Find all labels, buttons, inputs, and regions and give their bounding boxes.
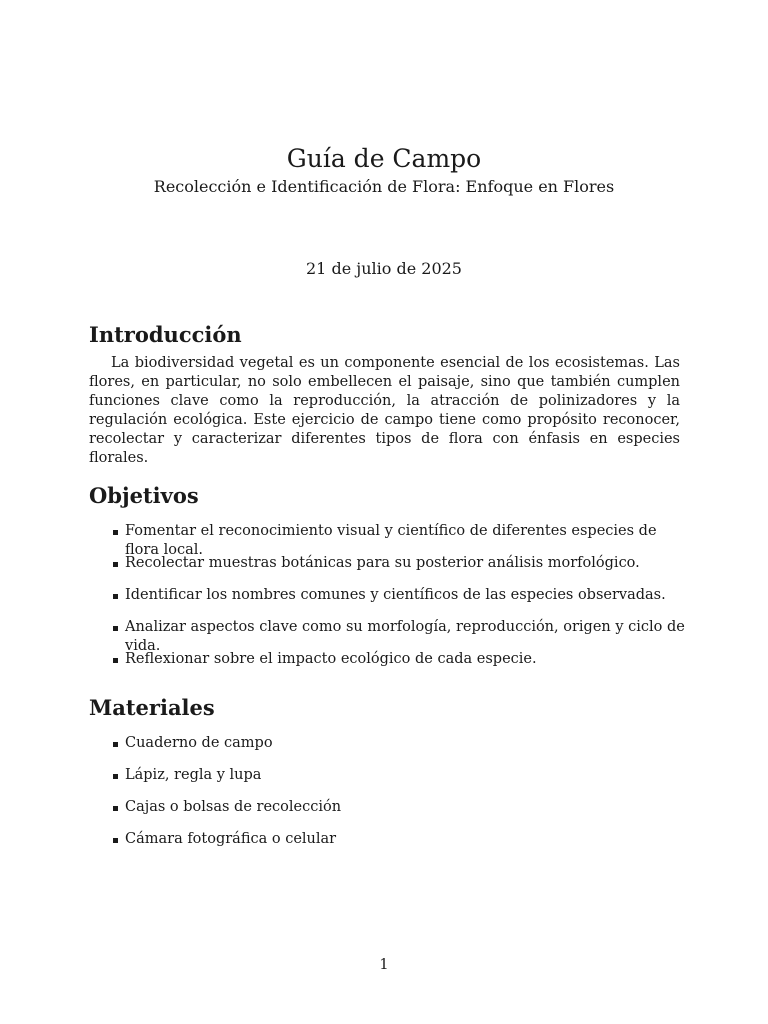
list-item-text: Identificar los nombres comunes y científicos de las especies observadas.: [125, 587, 666, 603]
objectives-list: [89, 522, 689, 682]
list-item-text: Cámara fotográfica o celular: [125, 831, 337, 847]
list-item: [89, 798, 689, 830]
list-item-text: Cajas o bolsas de recolección: [125, 799, 342, 815]
page-number: 1: [379, 957, 389, 973]
document-date: 21 de julio de 2025: [306, 259, 462, 278]
list-item-text: Reflexionar sobre el impacto ecológico de cada especie.: [125, 651, 537, 667]
list-item: [89, 734, 689, 766]
list-item-text: Analizar aspectos clave como su morfología, reproducción, origen y ciclo de vida.: [125, 619, 685, 654]
bullet-icon: [113, 626, 118, 631]
bullet-icon: [113, 594, 118, 599]
list-item-text: Recolectar muestras botánicas para su posterior análisis morfológico.: [125, 555, 640, 571]
list-item-text: Fomentar el reconocimiento visual y científico de diferentes especies de flora local.: [125, 523, 657, 558]
materials-list: [89, 734, 689, 862]
section-heading-introduction: Introducción: [89, 322, 242, 347]
list-item-text: Cuaderno de campo: [125, 735, 273, 751]
list-item-text: Lápiz, regla y lupa: [125, 767, 262, 783]
document-title: Guía de Campo: [286, 144, 482, 173]
list-item: [89, 618, 689, 654]
document-subtitle: Recolección e Identificación de Flora: Enfoque en Flores: [153, 177, 615, 196]
bullet-icon: [113, 530, 118, 535]
list-item: [89, 830, 689, 862]
introduction-paragraph: La biodiversidad vegetal es un componente esencial de los ecosistemas. Las flores, en particular, no solo embellecen el paisaje, sino que también cumplen funciones clave como la reproducción, la atracción de polinizadores y la regulación ecológica. Este ejercicio de campo tiene como propósito reconocer, recolectar y caracterizar diferentes tipos de flora con énfasis en especies florales.: [89, 355, 680, 466]
bullet-icon: [113, 838, 118, 843]
bullet-icon: [113, 658, 118, 663]
section-heading-materials: Materiales: [89, 695, 215, 720]
list-item: [89, 586, 689, 618]
list-item: [89, 522, 689, 558]
bullet-icon: [113, 742, 118, 747]
list-item: [89, 650, 689, 682]
list-item: [89, 766, 689, 798]
bullet-icon: [113, 774, 118, 779]
section-heading-objectives: Objetivos: [89, 483, 199, 508]
list-item: [89, 554, 689, 586]
bullet-icon: [113, 562, 118, 567]
bullet-icon: [113, 806, 118, 811]
